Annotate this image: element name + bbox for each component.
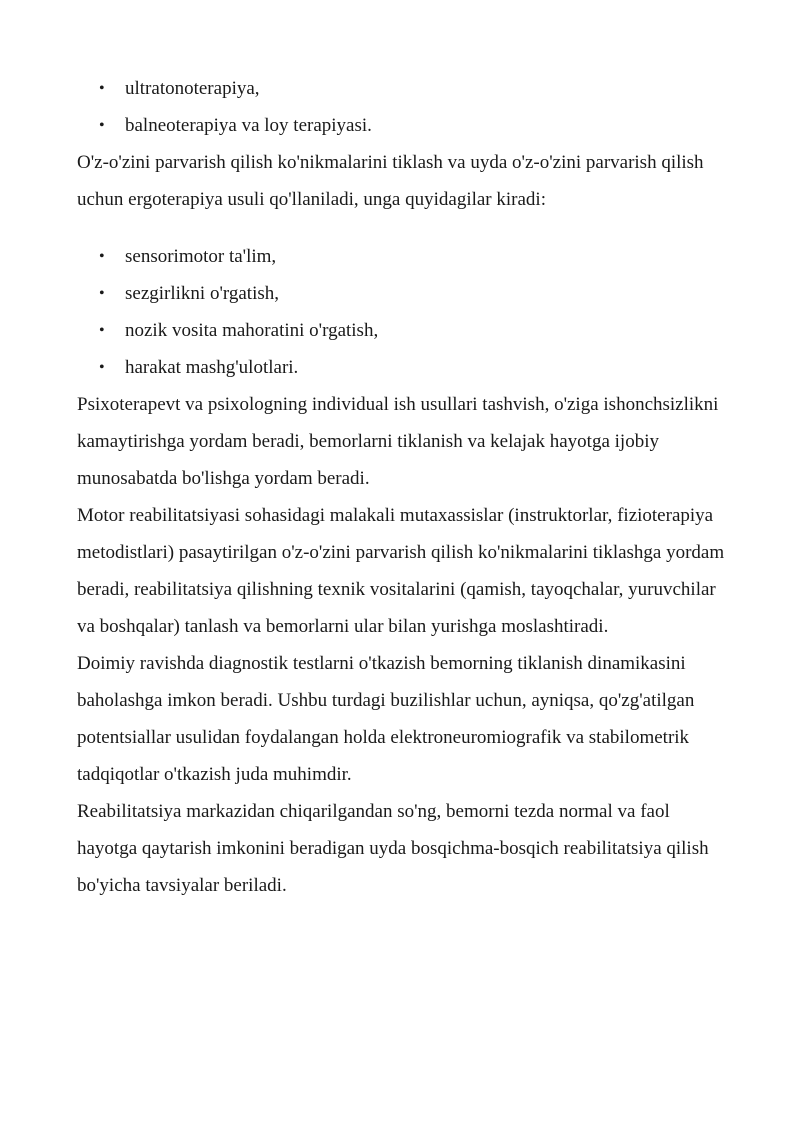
list-item: [77, 70, 727, 107]
bullet-icon: •: [99, 248, 105, 265]
paragraph-motor-rehabilitation: Motor reabilitatsiyasi sohasidagi malakali mutaxassislar (instruktorlar, fizioterapiya metodistlari) pasaytirilgan o'z-o'zini parvarish qilish ko'nikmalarini tiklashga yordam beradi, reabilitatsiya qilishning texnik vositalarini (qamish, tayoqchalar, yuruvchilar va boshqalar) tanlash va bemorlarni ular bilan yurishga moslashtiradi.: [77, 505, 725, 637]
bullet-list-therapies: [77, 70, 727, 144]
bullet-icon: •: [99, 117, 105, 134]
list-item-text: harakat mashg'ulotlari.: [125, 357, 299, 378]
list-item: [77, 312, 727, 349]
list-item-text: ultratonoterapiya,: [125, 78, 260, 99]
list-item-text: sezgirlikni o'rgatish,: [125, 283, 279, 304]
bullet-list-ergotherapy: [77, 238, 727, 386]
paragraph-diagnostics: Doimiy ravishda diagnostik testlarni o'tkazish bemorning tiklanish dinamikasini baholashga imkon beradi. Ushbu turdagi buzilishlar uchun, ayniqsa, qo'zg'atilgan potentsiallar usulidan foydalangan holda elektroneuromiografik va stabilometrik tadqiqotlar o'tkazish juda muhimdir.: [77, 653, 695, 785]
bullet-icon: •: [99, 359, 105, 376]
list-item: [77, 107, 727, 144]
paragraph-psychotherapy: Psixoterapevt va psixologning individual ish usullari tashvish, o'ziga ishonchsizlikni kamaytirishga yordam beradi, bemorlarni tiklanish va kelajak hayotga ijobiy munosabatda bo'lishga yordam beradi.: [77, 394, 719, 489]
list-item: [77, 275, 727, 312]
list-item-text: nozik vosita mahoratini o'rgatish,: [125, 320, 379, 341]
paragraph-home-rehabilitation: Reabilitatsiya markazidan chiqarilgandan so'ng, bemorni tezda normal va faol hayotga qaytarish imkonini beradigan uyda bosqichma-bosqich reabilitatsiya qilish bo'yicha tavsiyalar beriladi.: [77, 801, 709, 896]
list-item: [77, 238, 727, 275]
document-body: [77, 70, 727, 904]
list-item-text: balneoterapiya va loy terapiyasi.: [125, 115, 372, 136]
bullet-icon: •: [99, 285, 105, 302]
paragraph-ergotherapy: O'z-o'zini parvarish qilish ko'nikmalarini tiklash va uyda o'z-o'zini parvarish qilish uchun ergoterapiya usuli qo'llaniladi, unga quyidagilar kiradi:: [77, 152, 704, 210]
bullet-icon: •: [99, 322, 105, 339]
bullet-icon: •: [99, 80, 105, 97]
list-item: [77, 349, 727, 386]
list-item-text: sensorimotor ta'lim,: [125, 246, 277, 267]
spacer: [77, 218, 727, 238]
